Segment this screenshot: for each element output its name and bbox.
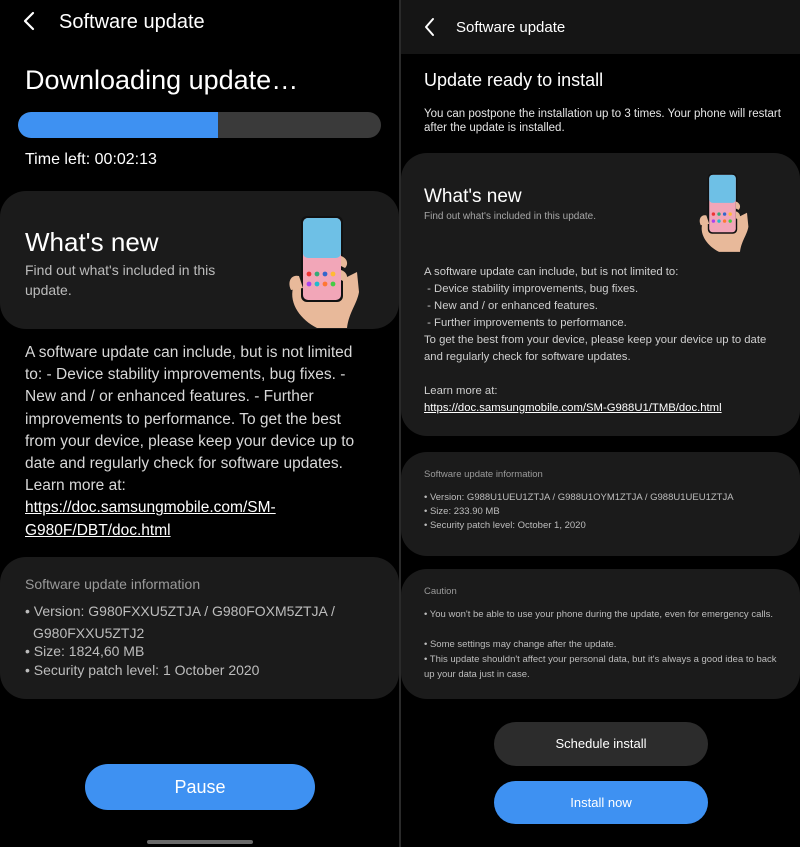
update-description-text: A software update can include, but is not limited to: - Device stability improvements, bug fixes. - New and / or enhanced features. - Further improvements to performance. To get the best from your device, please keep your device up to date and regularly check for software updates. Learn more at: [25, 344, 355, 495]
info-line: • Size: 1824,60 MB [25, 643, 145, 659]
postpone-description: You can postpone the installation up to 3 times. Your phone will restart after the update is installed. [424, 108, 781, 134]
phone-illustration-icon [698, 170, 754, 259]
info-line: • Size: 233.90 MB [424, 506, 500, 517]
update-description [424, 264, 784, 417]
info-line: • Version: G980FXXU5ZTJA / G980FOXM5ZTJA / [25, 603, 335, 619]
caution-line: • You won't be able to use your phone during the update, even for emergency calls. [424, 609, 773, 620]
whats-new-title: What's new [424, 186, 522, 207]
info-line: • Security patch level: 1 October 2020 [25, 662, 260, 678]
caution-line: • This update shouldn't affect your personal data, but it's always a good idea to back up your data just in case. [424, 654, 777, 680]
whats-new-title: What's new [25, 227, 159, 257]
page-title: Software update [59, 11, 205, 33]
description-line: - Device stability improvements, bug fixes. [424, 283, 639, 295]
update-description [25, 342, 370, 542]
caution-line: • Some settings may change after the update. [424, 639, 617, 650]
phone-illustration-icon [287, 212, 367, 335]
info-line: • Version: G988U1UEU1ZTJA / G988U1OYM1ZTJA / G988U1UEU1ZTJA [424, 492, 734, 503]
install-now-button[interactable]: Install now [494, 781, 708, 824]
description-line: To get the best from your device, please keep your device up to date and regularly check for software updates. [424, 334, 767, 363]
pause-button[interactable]: Pause [85, 764, 315, 810]
description-line: - Further improvements to performance. [424, 317, 627, 329]
download-heading: Downloading update… [25, 65, 299, 95]
download-progress-fill [18, 112, 218, 138]
ready-heading: Update ready to install [424, 70, 604, 90]
schedule-install-button[interactable]: Schedule install [494, 722, 708, 766]
learn-more-link[interactable]: https://doc.samsungmobile.com/SM-G988U1/TMB/doc.html [424, 402, 722, 414]
back-arrow-icon[interactable] [22, 11, 38, 31]
info-line: • Security patch level: October 1, 2020 [424, 520, 586, 531]
update-info-title: Software update information [424, 469, 543, 480]
time-left-text: Time left: 00:02:13 [25, 151, 157, 168]
update-info-title: Software update information [25, 576, 201, 592]
description-line: - New and / or enhanced features. [424, 300, 598, 312]
learn-more-label: Learn more at: [424, 385, 498, 397]
right-screen [401, 0, 800, 847]
home-indicator[interactable] [147, 840, 253, 844]
whats-new-subtitle: Find out what's included in this update. [25, 262, 216, 298]
back-arrow-icon[interactable] [423, 17, 437, 37]
description-line: A software update can include, but is not limited to: [424, 266, 679, 278]
caution-title: Caution [424, 586, 457, 597]
page-title: Software update [456, 19, 566, 36]
info-line: G980FXXU5ZTJ2 [33, 625, 145, 641]
download-progress-bar [18, 112, 381, 138]
whats-new-subtitle: Find out what's included in this update. [424, 211, 597, 222]
learn-more-link[interactable]: https://doc.samsungmobile.com/SM-G980F/DBT/doc.html [25, 499, 276, 539]
left-screen [0, 0, 399, 847]
